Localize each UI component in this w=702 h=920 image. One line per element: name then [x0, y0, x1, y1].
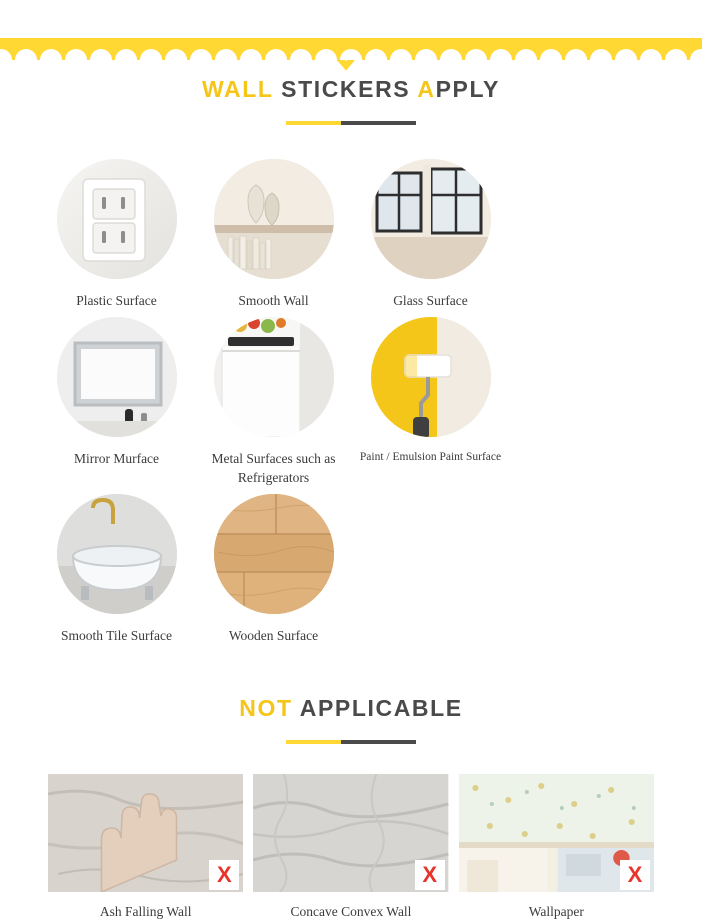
shelf-with-vases-photo: [214, 159, 334, 279]
paint-roller-yellow-wall-photo: [371, 317, 491, 437]
scallop-notch: [365, 49, 387, 60]
decorative-scallop-border: [0, 38, 702, 60]
title-part-1: STICKERS: [281, 76, 418, 102]
cracked-concrete-wall-photo: [253, 774, 448, 892]
surface-caption: Plastic Surface: [76, 293, 157, 308]
scallop-notch: [490, 49, 512, 60]
scallop-notch: [90, 49, 112, 60]
not-title-underline-rule: [286, 740, 416, 744]
scallop-notch: [515, 49, 537, 60]
scallop-notch: [0, 49, 12, 60]
scallop-notch: [115, 49, 137, 60]
not-title-part-1: APPLICABLE: [299, 695, 463, 722]
hand-on-flaking-wall-photo: [48, 774, 243, 892]
scallop-notch: [565, 49, 587, 60]
scallop-notch: [665, 49, 687, 60]
scallop-notch: [15, 49, 37, 60]
scallop-notch: [465, 49, 487, 60]
not-applicable-caption: Concave Convex Wall: [290, 904, 412, 920]
surface-caption: Wooden Surface: [228, 627, 319, 643]
scallop-notch: [540, 49, 562, 60]
wood-planks-photo: [214, 494, 334, 614]
surface-item: [195, 494, 352, 646]
not-applicable-title: [0, 695, 702, 722]
scallop-notch: [165, 49, 187, 60]
not-title-part-0: NOT: [239, 695, 300, 722]
scallop-notch: [240, 49, 262, 60]
not-applicable-caption: Wallpaper: [528, 904, 584, 920]
scallop-notch: [65, 49, 87, 60]
bathtub-tile-photo: [57, 494, 177, 614]
scallop-notch: [40, 49, 62, 60]
scallop-notch: [590, 49, 612, 60]
scallop-notch: [315, 49, 337, 60]
surface-caption: Mirror Murface: [73, 450, 160, 466]
scallop-notch: [215, 49, 237, 60]
scallop-notch: [415, 49, 437, 60]
surface-item: [38, 494, 195, 646]
x-badge: X: [415, 860, 445, 890]
scallop-notch: [340, 49, 362, 60]
title-part-0: WALL: [202, 76, 282, 102]
page-title: [0, 76, 702, 103]
wall-power-outlet-photo: [57, 159, 177, 279]
scallop-notch: [265, 49, 287, 60]
not-applicable-section-header: [0, 695, 702, 744]
framed-mirror-photo: [57, 317, 177, 437]
x-badge: X: [209, 860, 239, 890]
rule-left-yellow: [286, 740, 341, 744]
surface-caption: Metal Surfaces such as Refrigerators: [211, 450, 336, 486]
title-part-3: PPLY: [435, 76, 500, 102]
x-badge: X: [620, 860, 650, 890]
not-applicable-item: [459, 774, 654, 920]
surface-caption: Paint / Emulsion Paint Surface: [359, 450, 502, 463]
surface-item: [195, 317, 352, 488]
rule-right-dark: [341, 740, 416, 744]
rule-left-yellow: [286, 121, 341, 125]
not-applicable-item: [48, 774, 243, 920]
scallop-notch: [390, 49, 412, 60]
surface-caption: Smooth Wall: [238, 293, 309, 308]
surface-item: [38, 317, 195, 488]
rule-right-dark: [341, 121, 416, 125]
surface-caption: Glass Surface: [393, 293, 468, 308]
scallop-notch: [190, 49, 212, 60]
scallop-notch: [290, 49, 312, 60]
scallop-notch: [440, 49, 462, 60]
not-applicable-caption: Ash Falling Wall: [99, 904, 192, 920]
floral-wallpaper-room-photo: [459, 774, 654, 892]
not-applicable-grid: [0, 774, 702, 920]
corner-windows-photo: [371, 159, 491, 279]
refrigerator-photo: [214, 317, 334, 437]
title-underline-rule: [286, 121, 416, 125]
scallop-notch: [640, 49, 662, 60]
not-applicable-item: [253, 774, 448, 920]
surface-item: [195, 159, 352, 311]
scallop-notch: [690, 49, 702, 60]
scallop-notch: [615, 49, 637, 60]
surface-item: [38, 159, 195, 311]
surface-caption: Smooth Tile Surface: [60, 627, 172, 643]
surface-item: [352, 159, 509, 311]
scallop-notch: [140, 49, 162, 60]
applicable-surface-grid: [0, 159, 702, 651]
surface-item: [352, 317, 509, 488]
title-part-2: A: [417, 76, 436, 102]
